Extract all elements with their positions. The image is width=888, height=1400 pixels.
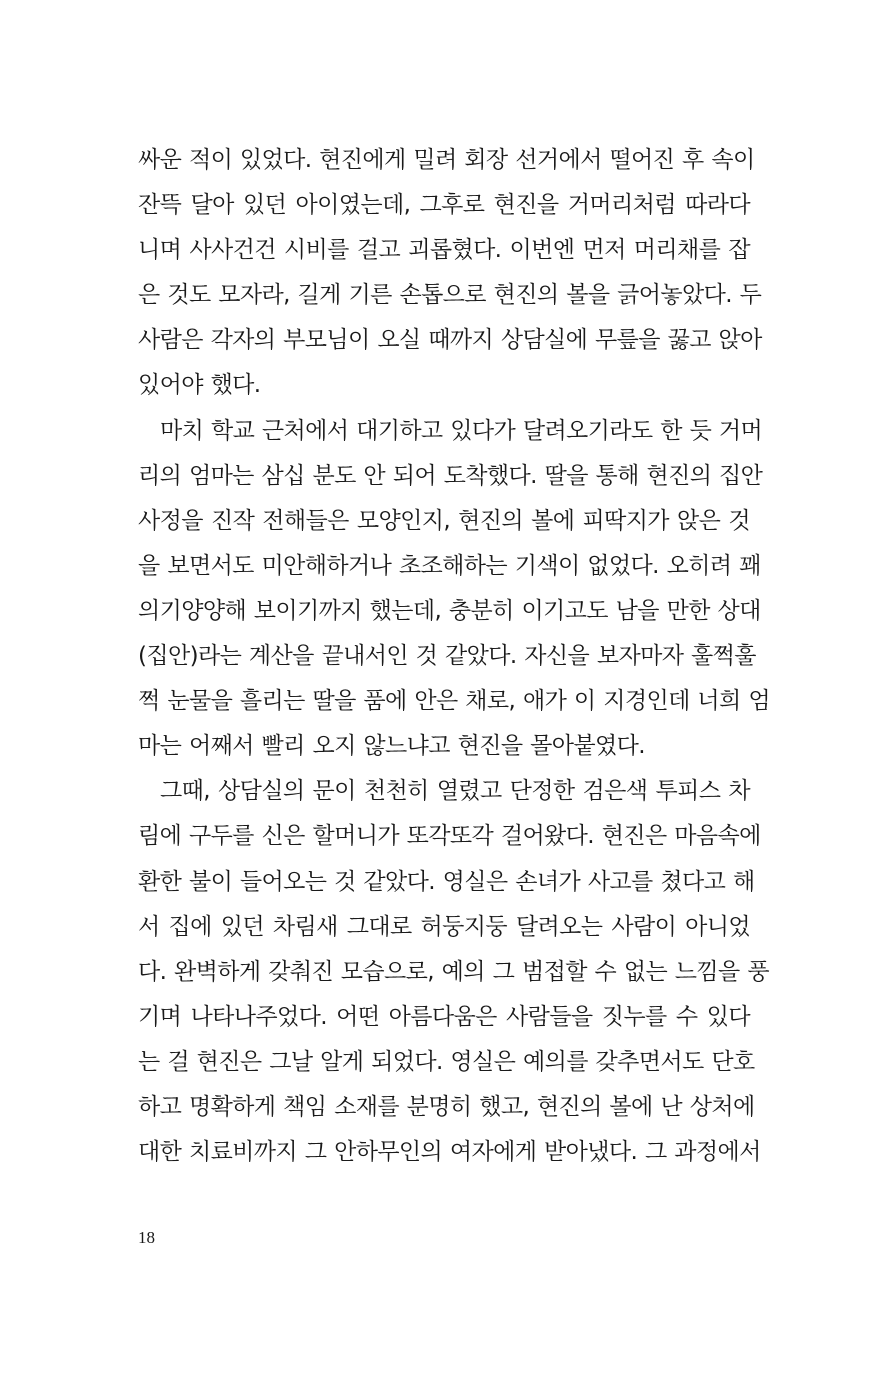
- text-line: 환한 불이 들어오는 것 같았다. 영실은 손녀가 사고를 쳤다고 해: [138, 868, 755, 895]
- text-line: 대한 치료비까지 그 안하무인의 여자에게 받아냈다. 그 과정에서: [138, 1139, 761, 1166]
- paragraph-3: [138, 769, 769, 1175]
- text-line: 서 집에 있던 차림새 그대로 허둥지둥 달려오는 사람이 아니었: [138, 913, 750, 940]
- body-text: [138, 138, 770, 1175]
- text-line: 은 것도 모자라, 길게 기른 손톱으로 현진의 볼을 긁어놓았다. 두: [138, 282, 762, 309]
- text-line: 리의 엄마는 삼십 분도 안 되어 도착했다. 딸을 통해 현진의 집안: [138, 462, 763, 489]
- text-line: 기며 나타나주었다. 어떤 아름다움은 사람들을 짓누를 수 있다: [138, 1003, 750, 1030]
- text-line: 사정을 진작 전해들은 모양인지, 현진의 볼에 피딱지가 앉은 것: [138, 507, 750, 534]
- paragraph-2: [138, 409, 770, 770]
- text-line: 의기양양해 보이기까지 했는데, 충분히 이기고도 남을 만한 상대: [138, 597, 761, 624]
- text-line: 잔뜩 달아 있던 아이였는데, 그후로 현진을 거머리처럼 따라다: [138, 192, 750, 219]
- text-line: 마치 학교 근처에서 대기하고 있다가 달려오기라도 한 듯 거머: [160, 417, 763, 444]
- text-line: 림에 구두를 신은 할머니가 또각또각 걸어왔다. 현진은 마음속에: [138, 823, 761, 850]
- paragraph-1: [138, 138, 762, 409]
- text-line: 하고 명확하게 책임 소재를 분명히 했고, 현진의 볼에 난 상처에: [138, 1093, 755, 1120]
- text-line: (집안)라는 계산을 끝내서인 것 같았다. 자신을 보자마자 훌쩍훌: [138, 643, 756, 670]
- text-line: 그때, 상담실의 문이 천천히 열렸고 단정한 검은색 투피스 차: [160, 778, 750, 805]
- page-number: 18: [138, 1228, 155, 1247]
- text-line: 쩍 눈물을 흘리는 딸을 품에 안은 채로, 애가 이 지경인데 너희 엄: [138, 688, 770, 715]
- text-line: 는 걸 현진은 그날 알게 되었다. 영실은 예의를 갖추면서도 단호: [138, 1048, 755, 1075]
- text-line: 싸운 적이 있었다. 현진에게 밀려 회장 선거에서 떨어진 후 속이: [138, 147, 755, 173]
- text-line: 마는 어째서 빨리 오지 않느냐고 현진을 몰아붙였다.: [138, 733, 645, 760]
- text-line: 니며 사사건건 시비를 걸고 괴롭혔다. 이번엔 먼저 머리채를 잡: [138, 237, 750, 264]
- text-line: 을 보면서도 미안해하거나 초조해하는 기색이 없었다. 오히려 꽤: [138, 552, 761, 579]
- text-line: 다. 완벽하게 갖춰진 모습으로, 예의 그 범접할 수 없는 느낌을 풍: [138, 958, 769, 985]
- text-line: 있어야 했다.: [138, 372, 261, 399]
- text-line: 사람은 각자의 부모님이 오실 때까지 상담실에 무릎을 꿇고 앉아: [138, 327, 762, 354]
